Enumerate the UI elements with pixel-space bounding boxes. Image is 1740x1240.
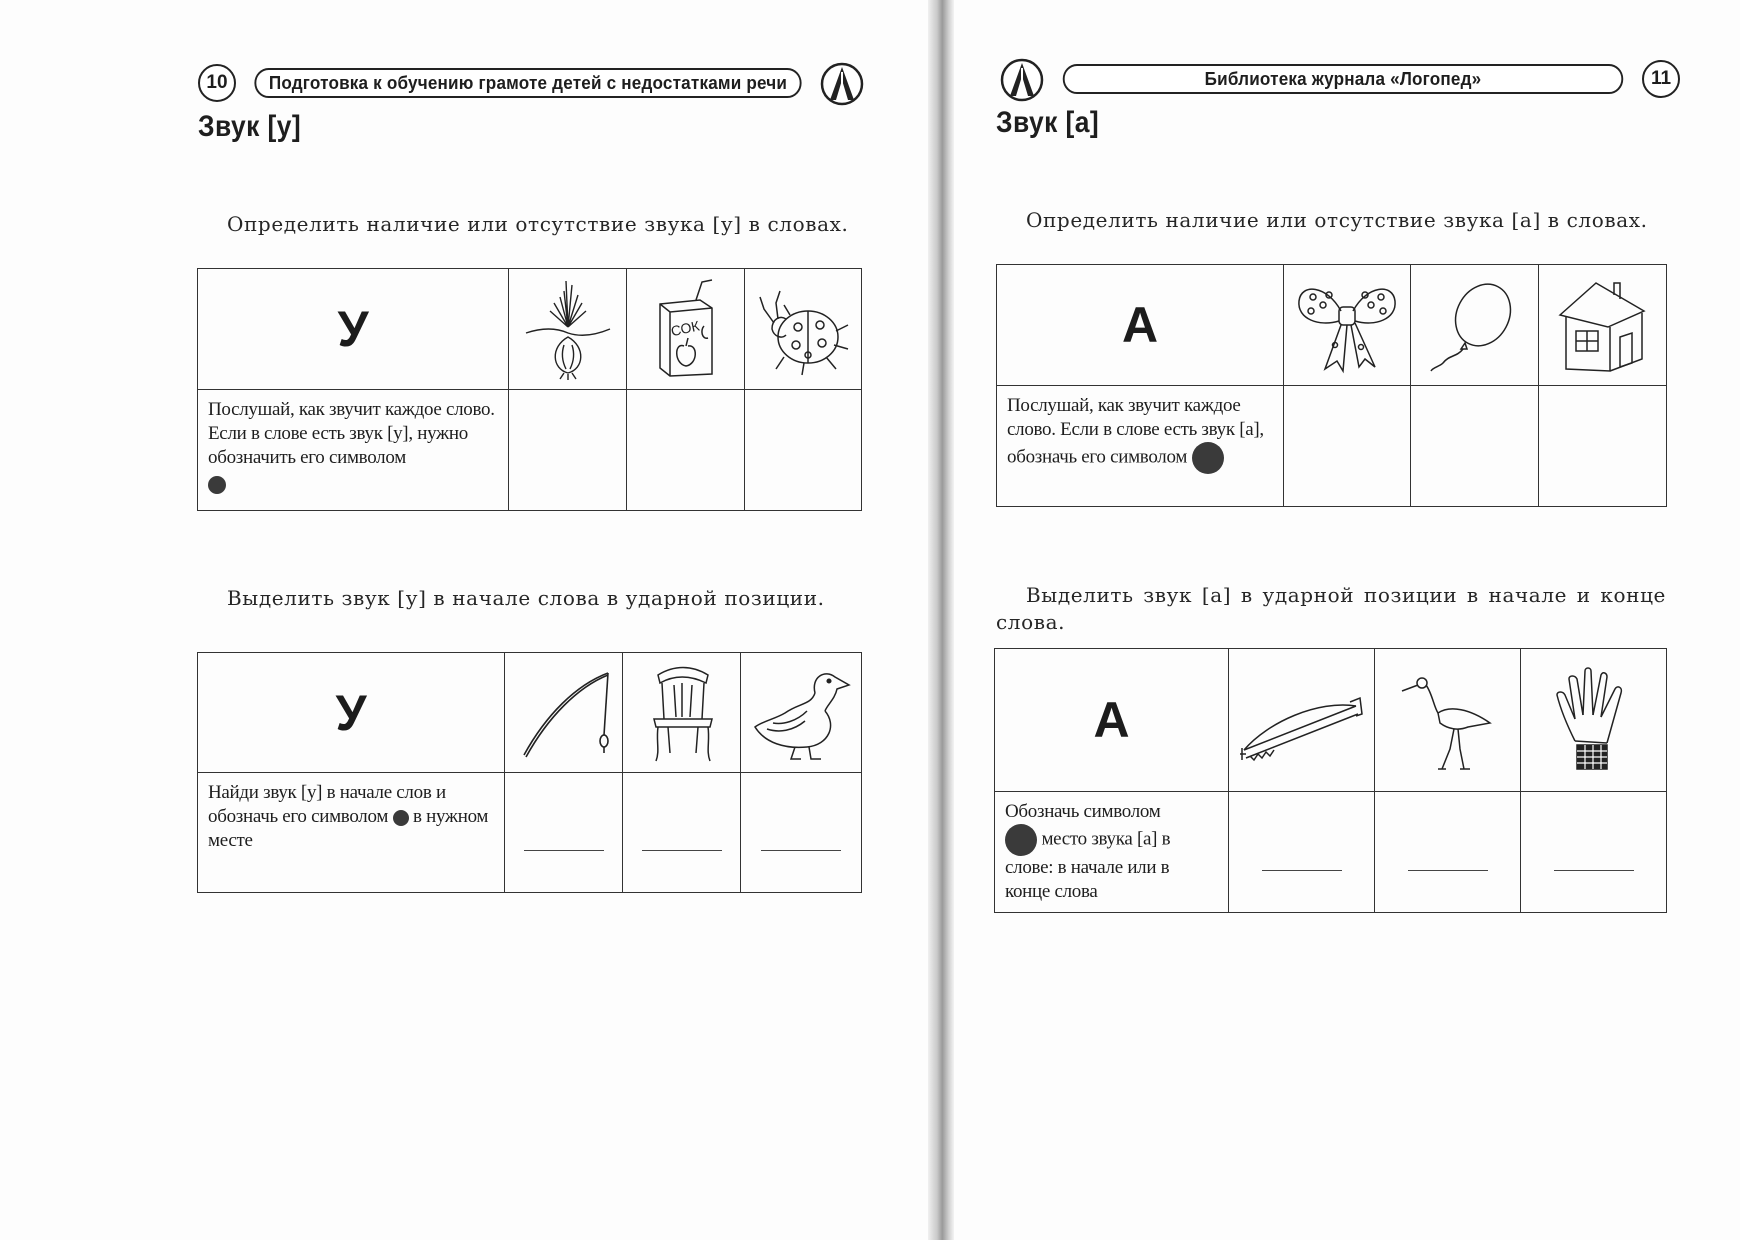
logo-icon bbox=[1000, 58, 1044, 102]
letter-cell bbox=[997, 265, 1284, 386]
onion-icon bbox=[520, 277, 616, 381]
chair-icon bbox=[644, 661, 720, 765]
picture-cell bbox=[623, 653, 741, 773]
page-title: Звук [у] bbox=[198, 110, 302, 143]
balloon-icon bbox=[1427, 275, 1523, 375]
task-heading: Выделить звук [у] в начале слова в ударной позиции. bbox=[227, 586, 825, 610]
symbol-dot-icon bbox=[1192, 442, 1224, 474]
letter-cell bbox=[198, 269, 509, 390]
letter-cell bbox=[995, 649, 1229, 792]
answer-cell[interactable] bbox=[1521, 792, 1667, 913]
task-heading: Определить наличие или отсутствие звука [а] в словах. bbox=[1026, 208, 1648, 232]
answer-cell[interactable] bbox=[1539, 386, 1667, 507]
answer-cell[interactable] bbox=[1229, 792, 1375, 913]
answer-cell[interactable] bbox=[745, 390, 862, 511]
left-page-header bbox=[198, 62, 868, 106]
picture-cell bbox=[745, 269, 862, 390]
symbol-dot-icon bbox=[208, 476, 226, 494]
exercise-table bbox=[996, 264, 1667, 507]
juice-box-label: СОК bbox=[668, 317, 701, 340]
running-header-title: Библиотека журнала «Логопед» bbox=[1063, 64, 1624, 94]
running-header-title: Подготовка к обучению грамоте детей с недостатками речи bbox=[254, 68, 801, 98]
instruction-cell bbox=[995, 792, 1229, 913]
fishing-rod-icon bbox=[516, 663, 612, 763]
picture-cell bbox=[1229, 649, 1375, 792]
instruction-text: Найди звук [у] в начале слов и обозначь его символом bbox=[208, 782, 446, 827]
answer-line[interactable] bbox=[1408, 870, 1488, 871]
instruction-text: место звука [а] в слове: в начале или в конце слова bbox=[1005, 828, 1171, 902]
instruction-cell bbox=[997, 386, 1284, 507]
instruction-text: в нужном месте bbox=[208, 806, 489, 851]
answer-cell[interactable] bbox=[741, 773, 862, 893]
duck-icon bbox=[749, 663, 853, 763]
instruction-text: Послушай, как звучит каждое слово. Если в слове есть звук [а], обозначь его символом bbox=[1007, 395, 1264, 468]
exercise-table bbox=[197, 652, 862, 893]
answer-cell[interactable] bbox=[505, 773, 623, 893]
answer-cell[interactable] bbox=[627, 390, 745, 511]
logo-icon bbox=[820, 62, 864, 106]
instruction-cell bbox=[198, 773, 505, 893]
picture-cell bbox=[1284, 265, 1411, 386]
ladybug-icon bbox=[754, 279, 852, 379]
answer-cell[interactable] bbox=[1411, 386, 1539, 507]
picture-cell bbox=[741, 653, 862, 773]
stork-icon bbox=[1398, 665, 1498, 775]
letter-cell bbox=[198, 653, 505, 773]
instruction-text: Послушай, как звучит каждое слово. Если в слове есть звук [у], нужно обозначить его символом bbox=[208, 399, 495, 468]
bow-icon bbox=[1295, 275, 1399, 375]
exercise-table bbox=[994, 648, 1667, 913]
right-page-header bbox=[1000, 58, 1680, 102]
answer-cell[interactable] bbox=[1375, 792, 1521, 913]
big-letter: У bbox=[335, 684, 367, 741]
book-gutter bbox=[928, 0, 954, 1240]
answer-line[interactable] bbox=[1262, 870, 1342, 871]
answer-cell[interactable] bbox=[1284, 386, 1411, 507]
picture-cell bbox=[1521, 649, 1667, 792]
big-letter: А bbox=[1121, 297, 1159, 353]
answer-line[interactable] bbox=[1554, 870, 1634, 871]
symbol-dot-icon bbox=[1005, 824, 1037, 856]
task-heading: Определить наличие или отсутствие звука [у] в словах. bbox=[227, 212, 849, 236]
answer-cell[interactable] bbox=[623, 773, 741, 893]
page-number: 11 bbox=[1642, 60, 1680, 98]
answer-line[interactable] bbox=[761, 850, 841, 851]
page-title: Звук [а] bbox=[996, 106, 1100, 139]
instruction-text: Обозначь символом bbox=[1005, 801, 1161, 822]
answer-cell[interactable] bbox=[509, 390, 627, 511]
answer-line[interactable] bbox=[642, 850, 722, 851]
task-heading bbox=[996, 582, 1666, 636]
exercise-table bbox=[197, 268, 862, 511]
picture-cell bbox=[1411, 265, 1539, 386]
juice-box-icon bbox=[646, 278, 726, 380]
task-heading-text: Выделить звук [а] в ударной позиции в начале и конце слова. bbox=[996, 583, 1666, 634]
picture-cell bbox=[509, 269, 627, 390]
picture-cell bbox=[1375, 649, 1521, 792]
big-letter: У bbox=[337, 301, 369, 357]
saw-icon bbox=[1238, 670, 1366, 770]
picture-cell bbox=[627, 269, 745, 390]
symbol-dot-icon bbox=[393, 810, 409, 826]
answer-line[interactable] bbox=[524, 850, 604, 851]
house-icon bbox=[1554, 275, 1652, 375]
instruction-cell bbox=[198, 390, 509, 511]
big-letter: А bbox=[1093, 692, 1130, 748]
hand-icon bbox=[1549, 665, 1639, 775]
picture-cell bbox=[505, 653, 623, 773]
right-page bbox=[954, 0, 1740, 1240]
page-number: 10 bbox=[198, 64, 236, 102]
picture-cell bbox=[1539, 265, 1667, 386]
